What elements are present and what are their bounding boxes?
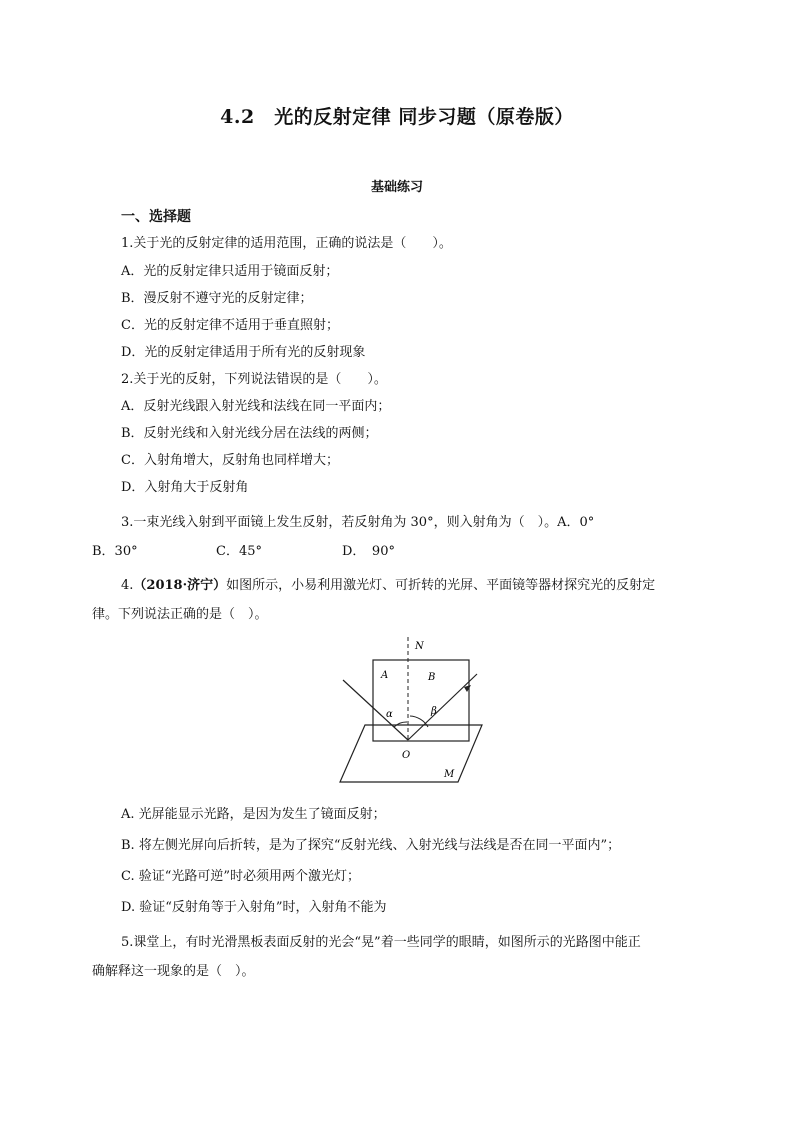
q2-stem: 2.关于光的反射，下列说法错误的是（ ）。 [121, 372, 387, 387]
q5-stem-line2: 确解释这一现象的是（ ）。 [92, 964, 255, 979]
q4-option-c: C. 验证“光路可逆”时必须用两个激光灯； [121, 869, 361, 884]
q2-option-d: D．入射角大于反射角 [121, 480, 249, 495]
label-alpha: α [386, 709, 393, 720]
q1-option-d: D．光的反射定律适用于所有光的反射现象 [121, 345, 366, 360]
page-title: 4.2 光的反射定律 同步习题（原卷版） [220, 106, 574, 128]
incident-ray [343, 680, 408, 740]
q3-stem: 3.一束光线入射到平面镜上发生反射，若反射角为 30°，则入射角为（ ）。A．0° [121, 515, 595, 530]
q4-stem-line2: 律。下列说法正确的是（ ）。 [92, 607, 268, 622]
q3-option-d: D． 90° [342, 544, 395, 559]
q4-stem-line1 [121, 574, 655, 593]
section-heading: 一、选择题 [121, 209, 191, 225]
q1-option-c: C．光的反射定律不适用于垂直照射； [121, 318, 339, 333]
label-m: M [444, 769, 455, 780]
q4-stem-text: 如图所示，小易利用激光灯、可折转的光屏、平面镜等器材探究光的反射定 [226, 578, 656, 593]
label-b: B [428, 672, 436, 683]
q4-source-tag: （2018·济宁） [133, 578, 227, 593]
q3-option-c: C．45° [216, 544, 262, 559]
label-n: N [415, 641, 424, 652]
q1-option-b: B．漫反射不遵守光的反射定律； [121, 291, 313, 306]
q4-option-a: A. 光屏能显示光路，是因为发生了镜面反射； [121, 807, 386, 822]
q1-stem: 1.关于光的反射定律的适用范围，正确的说法是（ ）。 [121, 236, 452, 251]
label-beta: β [431, 706, 437, 717]
label-a: A [381, 670, 389, 681]
q2-option-a: A．反射光线跟入射光线和法线在同一平面内； [121, 399, 391, 414]
label-o: O [402, 750, 411, 761]
q5-stem-line1: 5.课堂上，有时光滑黑板表面反射的光会“晃”着一些同学的眼睛，如图所示的光路图中能正 [121, 935, 641, 950]
q1-option-a: A．光的反射定律只适用于镜面反射； [121, 264, 339, 279]
q3-option-b: B．30° [92, 544, 138, 559]
q4-option-b: B. 将左侧光屏向后折转，是为了探究“反射光线、入射光线与法线是否在同一平面内”； [121, 838, 621, 853]
q2-option-b: B．反射光线和入射光线分居在法线的两侧； [121, 426, 378, 441]
q4-option-d: D. 验证“反射角等于入射角”时，入射角不能为 [121, 900, 387, 915]
reflected-ray [408, 674, 477, 740]
subheading: 基础练习 [370, 180, 423, 195]
q4-number: 4. [121, 578, 134, 593]
plane-mirror [340, 725, 482, 782]
q2-option-c: C．入射角增大，反射角也同样增大； [121, 453, 339, 468]
reflection-experiment-figure [330, 632, 490, 792]
